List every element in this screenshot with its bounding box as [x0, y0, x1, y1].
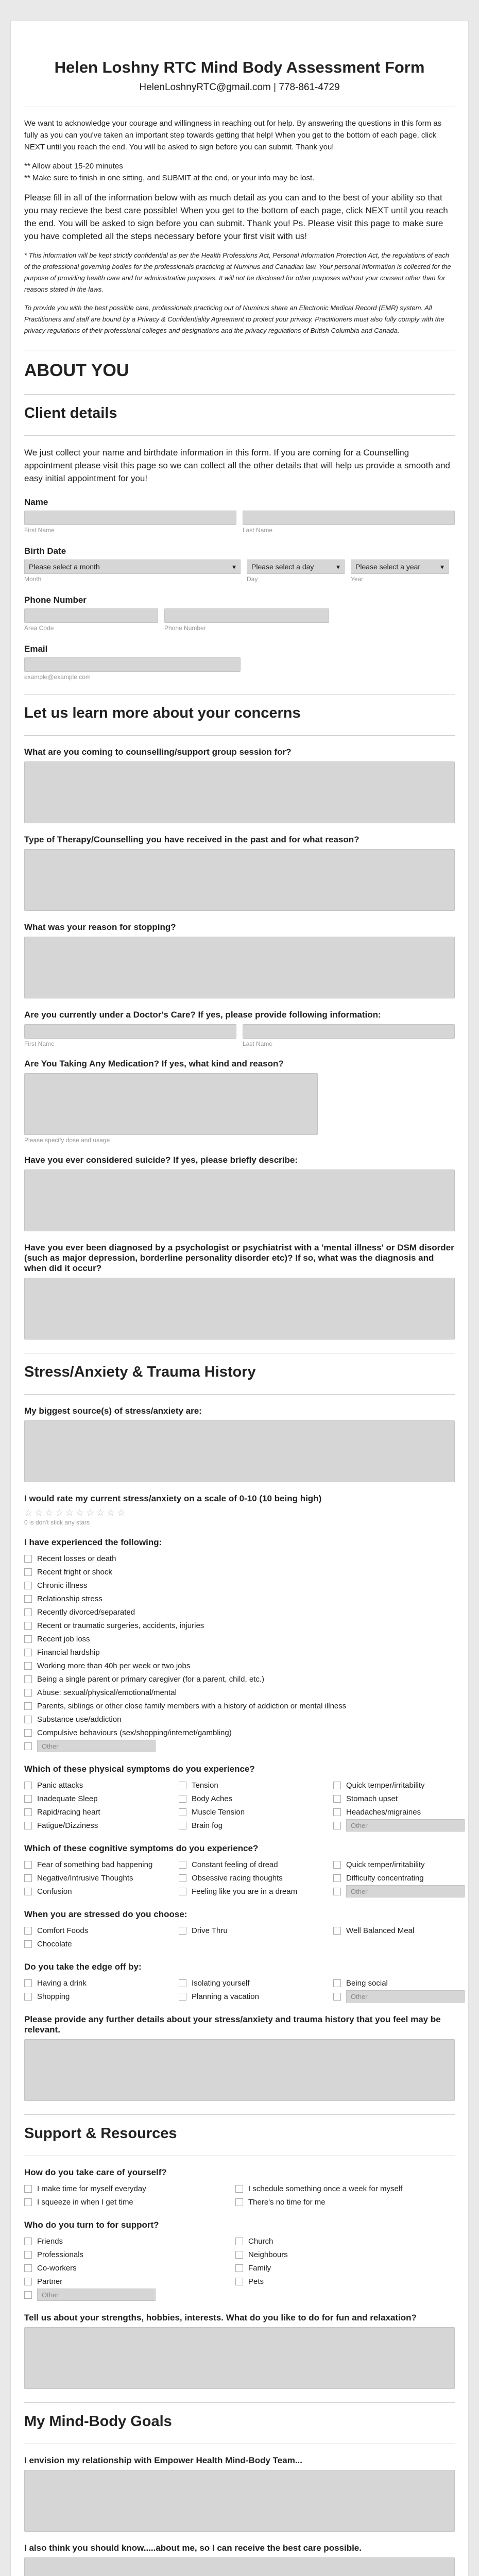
checkbox-label: Partner — [37, 2277, 63, 2286]
star-icon[interactable]: ☆ — [45, 1507, 54, 1518]
area-code-input[interactable] — [24, 608, 158, 623]
goals-q1: I envision my relationship with Empower Health Mind-Body Team... — [24, 2455, 302, 2465]
experience-item-4[interactable] — [24, 1605, 455, 1619]
other-row[interactable] — [333, 1990, 467, 2003]
checkbox[interactable] — [24, 1568, 32, 1576]
physical-item-10[interactable] — [179, 1819, 333, 1832]
checkbox[interactable] — [24, 2185, 32, 2193]
concerns-q1: What are you coming to counselling/support group session for? — [24, 747, 292, 757]
edge-item-2[interactable] — [333, 1976, 467, 1990]
checkbox[interactable] — [24, 1608, 32, 1616]
checkbox-label: Fear of something bad happening — [37, 1860, 153, 1869]
checkbox-label: Substance use/addiction — [37, 1715, 122, 1724]
checkbox-label: Church — [248, 2236, 273, 2246]
day-select[interactable]: Please select a day ▾ — [247, 560, 345, 574]
edge-item-0[interactable] — [24, 1976, 179, 1990]
other-row[interactable] — [333, 1819, 467, 1832]
support-q3: Tell us about your strengths, hobbies, interests. What do you like to do for fun and relaxation? — [24, 2313, 417, 2323]
checkbox-label: I make time for myself everyday — [37, 2184, 146, 2193]
divider — [24, 1394, 455, 1395]
concerns-q6: Have you ever considered suicide? If yes, please briefly describe: — [24, 1155, 298, 1165]
checkbox[interactable] — [24, 2264, 32, 2272]
experience-item-13[interactable] — [24, 1726, 455, 1739]
checkbox-label: Abuse: sexual/physical/emotional/mental — [37, 1688, 177, 1697]
checkbox-label: Panic attacks — [37, 1781, 83, 1790]
checkbox[interactable] — [235, 2198, 243, 2206]
stress-q5: Which of these cognitive symptoms do you experience? — [24, 1843, 259, 1853]
checkbox-label: Planning a vacation — [192, 1992, 259, 2001]
star-icon[interactable]: ☆ — [86, 1507, 95, 1518]
checkbox-label: Chronic illness — [37, 1581, 88, 1590]
experience-item-7[interactable] — [24, 1646, 455, 1659]
checkbox-label: Body Aches — [192, 1794, 233, 1803]
checkbox-label: Muscle Tension — [192, 1807, 245, 1817]
checkbox[interactable] — [24, 1702, 32, 1710]
physical-item-5[interactable] — [333, 1792, 467, 1805]
checkbox[interactable] — [179, 1795, 186, 1803]
concerns-q4: Are you currently under a Doctor's Care? If yes, please provide following information: — [24, 1010, 381, 1020]
month-select[interactable]: Please select a month ▾ — [24, 560, 241, 574]
checkbox-label: Fatigue/Dizziness — [37, 1821, 98, 1830]
physical-item-6[interactable] — [24, 1805, 179, 1819]
other-input[interactable]: Other — [346, 1990, 465, 2003]
checkbox[interactable] — [333, 1874, 341, 1882]
divider — [24, 735, 455, 736]
other-checkbox[interactable] — [333, 1888, 341, 1895]
experience-item-11[interactable] — [24, 1699, 455, 1713]
selfcare-item-2[interactable] — [24, 2195, 235, 2209]
other-input[interactable]: Other — [346, 1819, 465, 1832]
checkbox[interactable] — [24, 1635, 32, 1643]
cognitive-list — [24, 1858, 455, 1898]
checkbox-label: Family — [248, 2263, 271, 2273]
last-name-input[interactable] — [243, 511, 455, 525]
checkbox-label: Tension — [192, 1781, 218, 1790]
checkbox[interactable] — [179, 1782, 186, 1789]
checkbox[interactable] — [179, 1927, 186, 1935]
cognitive-item-6[interactable] — [24, 1885, 179, 1898]
form-title: Helen Loshny RTC Mind Body Assessment Form — [54, 58, 425, 76]
doctor-first-name[interactable] — [24, 1024, 236, 1039]
checkbox-label: Quick temper/irritability — [346, 1860, 425, 1869]
checkbox-label: Obsessive racing thoughts — [192, 1873, 283, 1883]
first-name-input[interactable] — [24, 511, 236, 525]
who-item-1[interactable] — [235, 2234, 447, 2248]
stressed-item-2[interactable] — [333, 1924, 467, 1937]
stressed-item-1[interactable] — [179, 1924, 333, 1937]
checkbox[interactable] — [24, 2278, 32, 2285]
edge-item-4[interactable] — [179, 1990, 333, 2003]
checkbox[interactable] — [333, 1808, 341, 1816]
concerns-q5: Are You Taking Any Medication? If yes, what kind and reason? — [24, 1059, 284, 1069]
checkbox-label: Inadequate Sleep — [37, 1794, 98, 1803]
star-icon[interactable]: ☆ — [76, 1507, 84, 1518]
concerns-q3: What was your reason for stopping? — [24, 922, 176, 932]
stress-q1: My biggest source(s) of stress/anxiety are: — [24, 1406, 202, 1416]
first-name-sub: First Name — [24, 527, 55, 534]
checkbox[interactable] — [24, 1662, 32, 1670]
other-checkbox[interactable] — [333, 1822, 341, 1829]
checkbox[interactable] — [24, 2251, 32, 2259]
divider — [24, 2114, 455, 2115]
intro-finish: ** Make sure to finish in one sitting, and SUBMIT at the end, or your info may be lost. — [24, 174, 315, 182]
edge-list — [24, 1976, 455, 2003]
other-input[interactable]: Other — [37, 2289, 156, 2301]
checkbox-label: Headaches/migraines — [346, 1807, 421, 1817]
checkbox[interactable] — [24, 1808, 32, 1816]
physical-item-8[interactable] — [333, 1805, 467, 1819]
checkbox[interactable] — [179, 1888, 186, 1895]
checkbox[interactable] — [235, 2185, 243, 2193]
checkbox-label: Chocolate — [37, 1939, 72, 1948]
physical-item-2[interactable] — [333, 1778, 467, 1792]
phone-number-input[interactable] — [164, 608, 329, 623]
checkbox-label: Compulsive behaviours (sex/shopping/internet/gambling) — [37, 1728, 232, 1737]
email-label: Email — [24, 644, 48, 654]
checkbox-label: Isolating yourself — [192, 1978, 250, 1988]
diagnosis-textarea[interactable] — [24, 1278, 455, 1340]
year-select[interactable]: Please select a year ▾ — [351, 560, 449, 574]
goals-q2: I also think you should know.....about me, so I can receive the best care possible. — [24, 2543, 362, 2553]
checkbox-label: Professionals — [37, 2250, 84, 2259]
cognitive-item-0[interactable] — [24, 1858, 179, 1871]
other-input[interactable]: Other — [37, 1740, 156, 1752]
divider — [24, 2402, 455, 2403]
checkbox[interactable] — [179, 1822, 186, 1829]
intro-p3: * This information will be kept strictly confidential as per the Health Professions Act, Personal Information Protection Act, the regulations of each of the professional governing bodies for the professionals practicing at Numinus and Canadian law. Your personal information is collected for the purpose of providing health care and for administrative purposes. It will not be disclosed for other purposes without your consent other than for reasons stated in the laws. — [24, 251, 451, 293]
stress-details-textarea[interactable] — [24, 2039, 455, 2101]
who-item-6[interactable] — [24, 2275, 235, 2288]
support-q1: How do you take care of yourself? — [24, 2167, 167, 2177]
divider — [24, 435, 455, 436]
checkbox[interactable] — [24, 1729, 32, 1737]
other-input[interactable]: Other — [346, 1885, 465, 1897]
checkbox[interactable] — [24, 1689, 32, 1697]
stressed-list — [24, 1924, 455, 1951]
client-desc: We just collect your name and birthdate information in this form. If you are coming for a Counselling appointment please visit this page so we can collect all the other details that will help us provide a smooth and easy initial appointment for you! — [24, 448, 450, 483]
selfcare-list — [24, 2182, 455, 2209]
experience-item-12[interactable] — [24, 1713, 455, 1726]
email-input[interactable] — [24, 657, 241, 672]
checkbox-label: Recent losses or death — [37, 1554, 116, 1563]
intro-p4: To provide you with the best possible care, professionals practicing out of Numinus share an Electronic Medical Record (EMR) system. All Practitioners and staff are bound by a Privacy & Confidentiality Agreement to protect your privacy. Practitioners must also fully comply with the privacy regulations of their professional colleges and designations and the privacy regulations of British Columbia and Canada. — [24, 304, 444, 334]
checkbox[interactable] — [235, 2238, 243, 2245]
star-icon[interactable]: ☆ — [96, 1507, 105, 1518]
checkbox[interactable] — [333, 1927, 341, 1935]
checkbox[interactable] — [24, 1888, 32, 1895]
physical-item-1[interactable] — [179, 1778, 333, 1792]
intro-p2: Please fill in all of the information below with as much detail as you can and to the best of your ability so that you may recieve the best care possible! When you get to the bottom of each page, click NEXT until you reach the end. You will be asked to sign before you can submit. Thank you! Ps. Please visit this page to make sure you have completed all the steps necessary before your first visit with us! — [24, 193, 448, 241]
cognitive-item-7[interactable] — [179, 1885, 333, 1898]
intro-allow: ** Allow about 15-20 minutes — [24, 162, 123, 171]
checkbox-label: Brain fog — [192, 1821, 223, 1830]
cognitive-item-5[interactable] — [333, 1871, 467, 1885]
checkbox-label: Parents, siblings or other close family members with a history of addiction or mental illness — [37, 1701, 347, 1710]
who-item-7[interactable] — [235, 2275, 447, 2288]
chevron-down-icon: ▾ — [336, 563, 340, 571]
edge-item-3[interactable] — [24, 1990, 179, 2003]
checkbox-label: Having a drink — [37, 1978, 87, 1988]
client-heading: Client details — [24, 405, 117, 421]
concerns-q7: Have you ever been diagnosed by a psychologist or psychiatrist with a 'mental illness' or DSM disorder (such as major depression, borderline personality disorder etc)? If so, what was the diagnosis and when did it occur? — [24, 1243, 454, 1273]
experience-item-10[interactable] — [24, 1686, 455, 1699]
checkbox-label: Feeling like you are in a dream — [192, 1887, 298, 1896]
checkbox[interactable] — [24, 1622, 32, 1630]
checkbox-label: Relationship stress — [37, 1594, 102, 1603]
checkbox-label: Recently divorced/separated — [37, 1607, 135, 1617]
stress-q2: I would rate my current stress/anxiety on a scale of 0-10 (10 being high) — [24, 1494, 322, 1503]
experience-item-0[interactable] — [24, 1552, 455, 1565]
checkbox[interactable] — [179, 1861, 186, 1869]
star-rating[interactable] — [24, 1508, 455, 1517]
concerns-q3-textarea[interactable] — [24, 937, 455, 998]
checkbox[interactable] — [24, 1979, 32, 1987]
checkbox-label: Quick temper/irritability — [346, 1781, 425, 1790]
who-item-5[interactable] — [235, 2261, 447, 2275]
know-textarea[interactable] — [24, 2557, 455, 2576]
checkbox-label: Working more than 40h per week or two jobs — [37, 1661, 191, 1670]
checkbox-label: Financial hardship — [37, 1648, 100, 1657]
physical-item-7[interactable] — [179, 1805, 333, 1819]
star-icon[interactable]: ☆ — [65, 1507, 74, 1518]
experience-item-9[interactable] — [24, 1672, 455, 1686]
selfcare-item-1[interactable] — [235, 2182, 447, 2195]
checkbox[interactable] — [24, 2198, 32, 2206]
checkbox[interactable] — [24, 1822, 32, 1829]
checkbox-label: Comfort Foods — [37, 1926, 89, 1935]
experience-item-3[interactable] — [24, 1592, 455, 1605]
checkbox[interactable] — [24, 1927, 32, 1935]
selfcare-item-0[interactable] — [24, 2182, 235, 2195]
star-icon[interactable]: ☆ — [55, 1507, 64, 1518]
checkbox-label: Recent job loss — [37, 1634, 90, 1643]
checkbox[interactable] — [24, 1675, 32, 1683]
checkbox-label: Difficulty concentrating — [346, 1873, 424, 1883]
edge-item-1[interactable] — [179, 1976, 333, 1990]
other-checkbox[interactable] — [24, 1742, 32, 1750]
last-name-sub: Last Name — [243, 527, 273, 534]
star-icon[interactable]: ☆ — [107, 1507, 115, 1518]
checkbox[interactable] — [333, 1795, 341, 1803]
stressed-item-0[interactable] — [24, 1924, 179, 1937]
checkbox[interactable] — [235, 2278, 243, 2285]
checkbox[interactable] — [333, 1782, 341, 1789]
stress-sources-textarea[interactable] — [24, 1420, 455, 1482]
strengths-textarea[interactable] — [24, 2327, 455, 2389]
stressed-item-3[interactable] — [24, 1937, 179, 1951]
checkbox[interactable] — [24, 1795, 32, 1803]
experience-item-8[interactable] — [24, 1659, 455, 1672]
checkbox[interactable] — [24, 1993, 32, 2001]
checkbox[interactable] — [24, 1555, 32, 1563]
concerns-heading: Let us learn more about your concerns — [24, 705, 301, 721]
checkbox-label: There's no time for me — [248, 2197, 326, 2207]
who-item-3[interactable] — [235, 2248, 447, 2261]
checkbox[interactable] — [235, 2251, 243, 2259]
experience-item-5[interactable] — [24, 1619, 455, 1632]
stress-q6: When you are stressed do you choose: — [24, 1909, 187, 1919]
cognitive-item-2[interactable] — [333, 1858, 467, 1871]
divider — [24, 394, 455, 395]
who-list — [24, 2234, 455, 2288]
star-icon[interactable]: ☆ — [24, 1507, 33, 1518]
physical-item-3[interactable] — [24, 1792, 179, 1805]
checkbox-label: Rapid/racing heart — [37, 1807, 100, 1817]
checkbox-label: Neighbours — [248, 2250, 288, 2259]
dob-label: Birth Date — [24, 546, 66, 556]
checkbox-label: Being social — [346, 1978, 388, 1988]
other-checkbox[interactable] — [333, 1993, 341, 2001]
chevron-down-icon: ▾ — [232, 563, 236, 571]
chevron-down-icon: ▾ — [440, 563, 444, 571]
who-item-4[interactable] — [24, 2261, 235, 2275]
experience-item-2[interactable] — [24, 1579, 455, 1592]
checkbox[interactable] — [333, 1861, 341, 1869]
form-card: Helen Loshny RTC Mind Body Assessment Form HelenLoshnyRTC@gmail.com | 778-861-4729 We want to acknowledge your courage and willingness in reaching out for help. By answering the questions in this form as fully as you can you've taken an important step towards getting that help! When you get to the bottom of each page, click NEXT until you reach the end. You will be asked to sign before you can submit. Thank you! ** Allow about 15-20 minutes ** Make sure to finish in one sitting, and SUBMIT at the end, or your info may be lost. Please fill in all of the information below with as much detail as you can and to the best of your ability so that you may recieve the best care possible! When you get to the bottom of each page, click NEXT until you reach the end. You will be asked to sign before you can submit. Thank you! Ps. Please visit this page to make sure you have completed all the steps necessary before your first visit with us! * This information will be kept strictly confidential as per the Health Professions Act, Personal Information Protection Act, the regulations of each of the professional governing bodies for the professionals practicing at Numinus and Canadian law. Your personal information is collected for the purpose of providing health care and for administrative purposes. It will not be disclosed for other purposes without your consent other than for reasons stated in the laws. To provide you with the best possible care, professionals practicing out of Numinus share an Electronic Medical Record (EMR) system. All Practitioners and staff are bound by a Privacy & Confidentiality Agreement to protect your privacy. Practitioners must also fully comply with the privacy regulations of their professional colleges and designations and the privacy regulations of British Columbia and Canada. ABOUT YOU Client details We just collect your name and birthdate information in this form. If you are coming for a Counselling appointment please visit this page so we can collect all the other details that will help us provide a smooth and easy initial appointment for you! Name First Name Last Name Birth Date Please select a month ▾ Month Please select a day ▾ Day Please select a year ▾ Year Phone Number Area Code Phone Number Email example@example.com Let us learn more about your concerns What are you coming to counselling/support group session for? Type of Therapy/Counselling you have received in the past and for what reason? What was your reason for stopping? Are you currently under a Doctor's Care? If yes, please provide following information: First Name Last Name Are You Taking Any Medication? If yes, what kind and reason? Please specify dose and usage Have you ever considered suicide? If yes, please briefly describe: Have you ever been diagnosed by a psychologist or psychiatrist with a 'mental illness' or DSM disorder (such as major depression, borderline personality disorder etc)? If so, what was the diagnosis and when did it occur? Stress/Anxiety & Trauma History My biggest source(s) of stress/anxiety are: I would rate my current stress/anxiety on a scale of 0-10 (10 being high) ☆ ☆ ☆ ☆ ☆ ☆ ☆ ☆ ☆ ☆ 0 is don't stick any stars I have experienced the following: Recent losses or death Recent fright or shock Chronic illness Relationship stress Recently divorced/separated Recent or traumatic surgeries, accidents, injuries Recent job loss Financial hardship Working more than 40h per week or two jobs Being a single parent or primary caregiver (for a parent, child, etc.) Abuse: sexual/physical/emotional/mental Parents, siblings or other close family members with a history of addiction or mental illness Substance use/addiction Compulsive behaviours (sex/shopping/internet/gambling) Other Which of these physical symptoms do you experience? Panic attacks Tension Quick temper/irritability Inadequate Sleep Body Aches Stomach upset Rapid/racing heart Muscle Tension Headaches/migraines Fatigue/Dizziness Brain fog Other Which of these cognitive symptoms do you experience? Fear of something bad happening Constant feeling of dread Quick temper/irritability Negative/Intrusive Thoughts Obsessive racing thoughts Difficulty concentrating Confusion Feeling like you are in a dream Other When you are stressed do you choose: Comfort Foods Drive Thru Well Balanced Meal Chocolate Do you take the edge off by: Having a drink Isolating yourself Being social Shopping Planning a vacation Other Please provide any further details about your stress/anxiety and trauma history that you feel may be relevant. Support & Resources How do you take care of yourself? I make time for myself everyday I schedule something once a week for myself I squeeze in when I get time There's no time for me Who do you turn to for support? Friends Church Professionals Neighbours Co-workers Family Partner Pets Other Tell us about your strengths, hobbies, interests. What do you like to do for fun and relaxation? My Mind-Body Goals I envision my relationship with Empower Health Mind-Body Team... I also think you should know.....about me, so I can receive the best care possible. — [10, 21, 469, 2576]
checkbox[interactable] — [179, 1993, 186, 2001]
suicide-textarea[interactable] — [24, 1170, 455, 1231]
concerns-q2-textarea[interactable] — [24, 849, 455, 911]
physical-item-0[interactable] — [24, 1778, 179, 1792]
checkbox[interactable] — [24, 1716, 32, 1723]
physical-item-4[interactable] — [179, 1792, 333, 1805]
checkbox-label: Drive Thru — [192, 1926, 228, 1935]
checkbox-label: Well Balanced Meal — [346, 1926, 415, 1935]
checkbox[interactable] — [24, 1782, 32, 1789]
checkbox-label: Negative/Intrusive Thoughts — [37, 1873, 133, 1883]
checkbox[interactable] — [24, 1940, 32, 1948]
concerns-q1-textarea[interactable] — [24, 761, 455, 823]
who-item-2[interactable] — [24, 2248, 235, 2261]
physical-item-9[interactable] — [24, 1819, 179, 1832]
cognitive-item-3[interactable] — [24, 1871, 179, 1885]
stress-q4: Which of these physical symptoms do you experience? — [24, 1764, 255, 1774]
about-heading: ABOUT YOU — [24, 361, 129, 380]
checkbox[interactable] — [24, 1874, 32, 1882]
checkbox-label: Being a single parent or primary caregiver (for a parent, child, etc.) — [37, 1674, 265, 1684]
checkbox[interactable] — [333, 1979, 341, 1987]
checkbox[interactable] — [235, 2264, 243, 2272]
goals-heading: My Mind-Body Goals — [24, 2413, 172, 2430]
checkbox-label: Co-workers — [37, 2263, 77, 2273]
checkbox-label: Pets — [248, 2277, 264, 2286]
checkbox[interactable] — [179, 1979, 186, 1987]
stress-q3: I have experienced the following: — [24, 1537, 162, 1547]
physical-list — [24, 1778, 455, 1832]
other-row[interactable] — [333, 1885, 467, 1898]
concerns-q2: Type of Therapy/Counselling you have received in the past and for what reason? — [24, 835, 360, 844]
checkbox[interactable] — [24, 1649, 32, 1656]
checkbox[interactable] — [24, 1861, 32, 1869]
checkbox[interactable] — [24, 1582, 32, 1589]
contact-line: HelenLoshnyRTC@gmail.com | 778-861-4729 — [139, 82, 340, 93]
experiences-list — [24, 1552, 455, 1739]
support-q2: Who do you turn to for support? — [24, 2220, 159, 2230]
checkbox-label: Friends — [37, 2236, 63, 2246]
checkbox-label: I squeeze in when I get time — [37, 2197, 133, 2207]
checkbox-label: Confusion — [37, 1887, 72, 1896]
checkbox-label: Stomach upset — [346, 1794, 398, 1803]
star-icon[interactable]: ☆ — [117, 1507, 126, 1518]
relationship-textarea[interactable] — [24, 2470, 455, 2532]
doctor-last-name[interactable] — [243, 1024, 455, 1039]
checkbox[interactable] — [179, 1874, 186, 1882]
experience-item-6[interactable] — [24, 1632, 455, 1646]
checkbox-label: Constant feeling of dread — [192, 1860, 278, 1869]
selfcare-item-3[interactable] — [235, 2195, 447, 2209]
intro-p1: We want to acknowledge your courage and willingness in reaching out for help. By answering the questions in this form as fully as you can you've taken an important step towards getting that help! When you get to the bottom of each page, click NEXT until you reach the end. You will be asked to sign before you can submit. Thank you! — [24, 119, 442, 151]
stress-q8: Please provide any further details about your stress/anxiety and trauma history that you feel may be relevant. — [24, 2014, 441, 2035]
checkbox-label: Recent or traumatic surgeries, accidents, injuries — [37, 1621, 204, 1630]
other-checkbox[interactable] — [24, 2291, 32, 2299]
name-label: Name — [24, 497, 48, 507]
cognitive-item-1[interactable] — [179, 1858, 333, 1871]
checkbox-label: Shopping — [37, 1992, 70, 2001]
checkbox-label: I schedule something once a week for myself — [248, 2184, 403, 2193]
cognitive-item-4[interactable] — [179, 1871, 333, 1885]
stress-q7: Do you take the edge off by: — [24, 1962, 142, 1972]
experience-item-1[interactable] — [24, 1565, 455, 1579]
checkbox[interactable] — [24, 1595, 32, 1603]
phone-label: Phone Number — [24, 595, 87, 605]
who-item-0[interactable] — [24, 2234, 235, 2248]
support-heading: Support & Resources — [24, 2125, 177, 2142]
checkbox[interactable] — [179, 1808, 186, 1816]
medication-textarea[interactable] — [24, 1073, 318, 1135]
checkbox[interactable] — [24, 2238, 32, 2245]
stress-heading: Stress/Anxiety & Trauma History — [24, 1364, 256, 1380]
checkbox-label: Recent fright or shock — [37, 1567, 112, 1577]
star-icon[interactable]: ☆ — [35, 1507, 43, 1518]
